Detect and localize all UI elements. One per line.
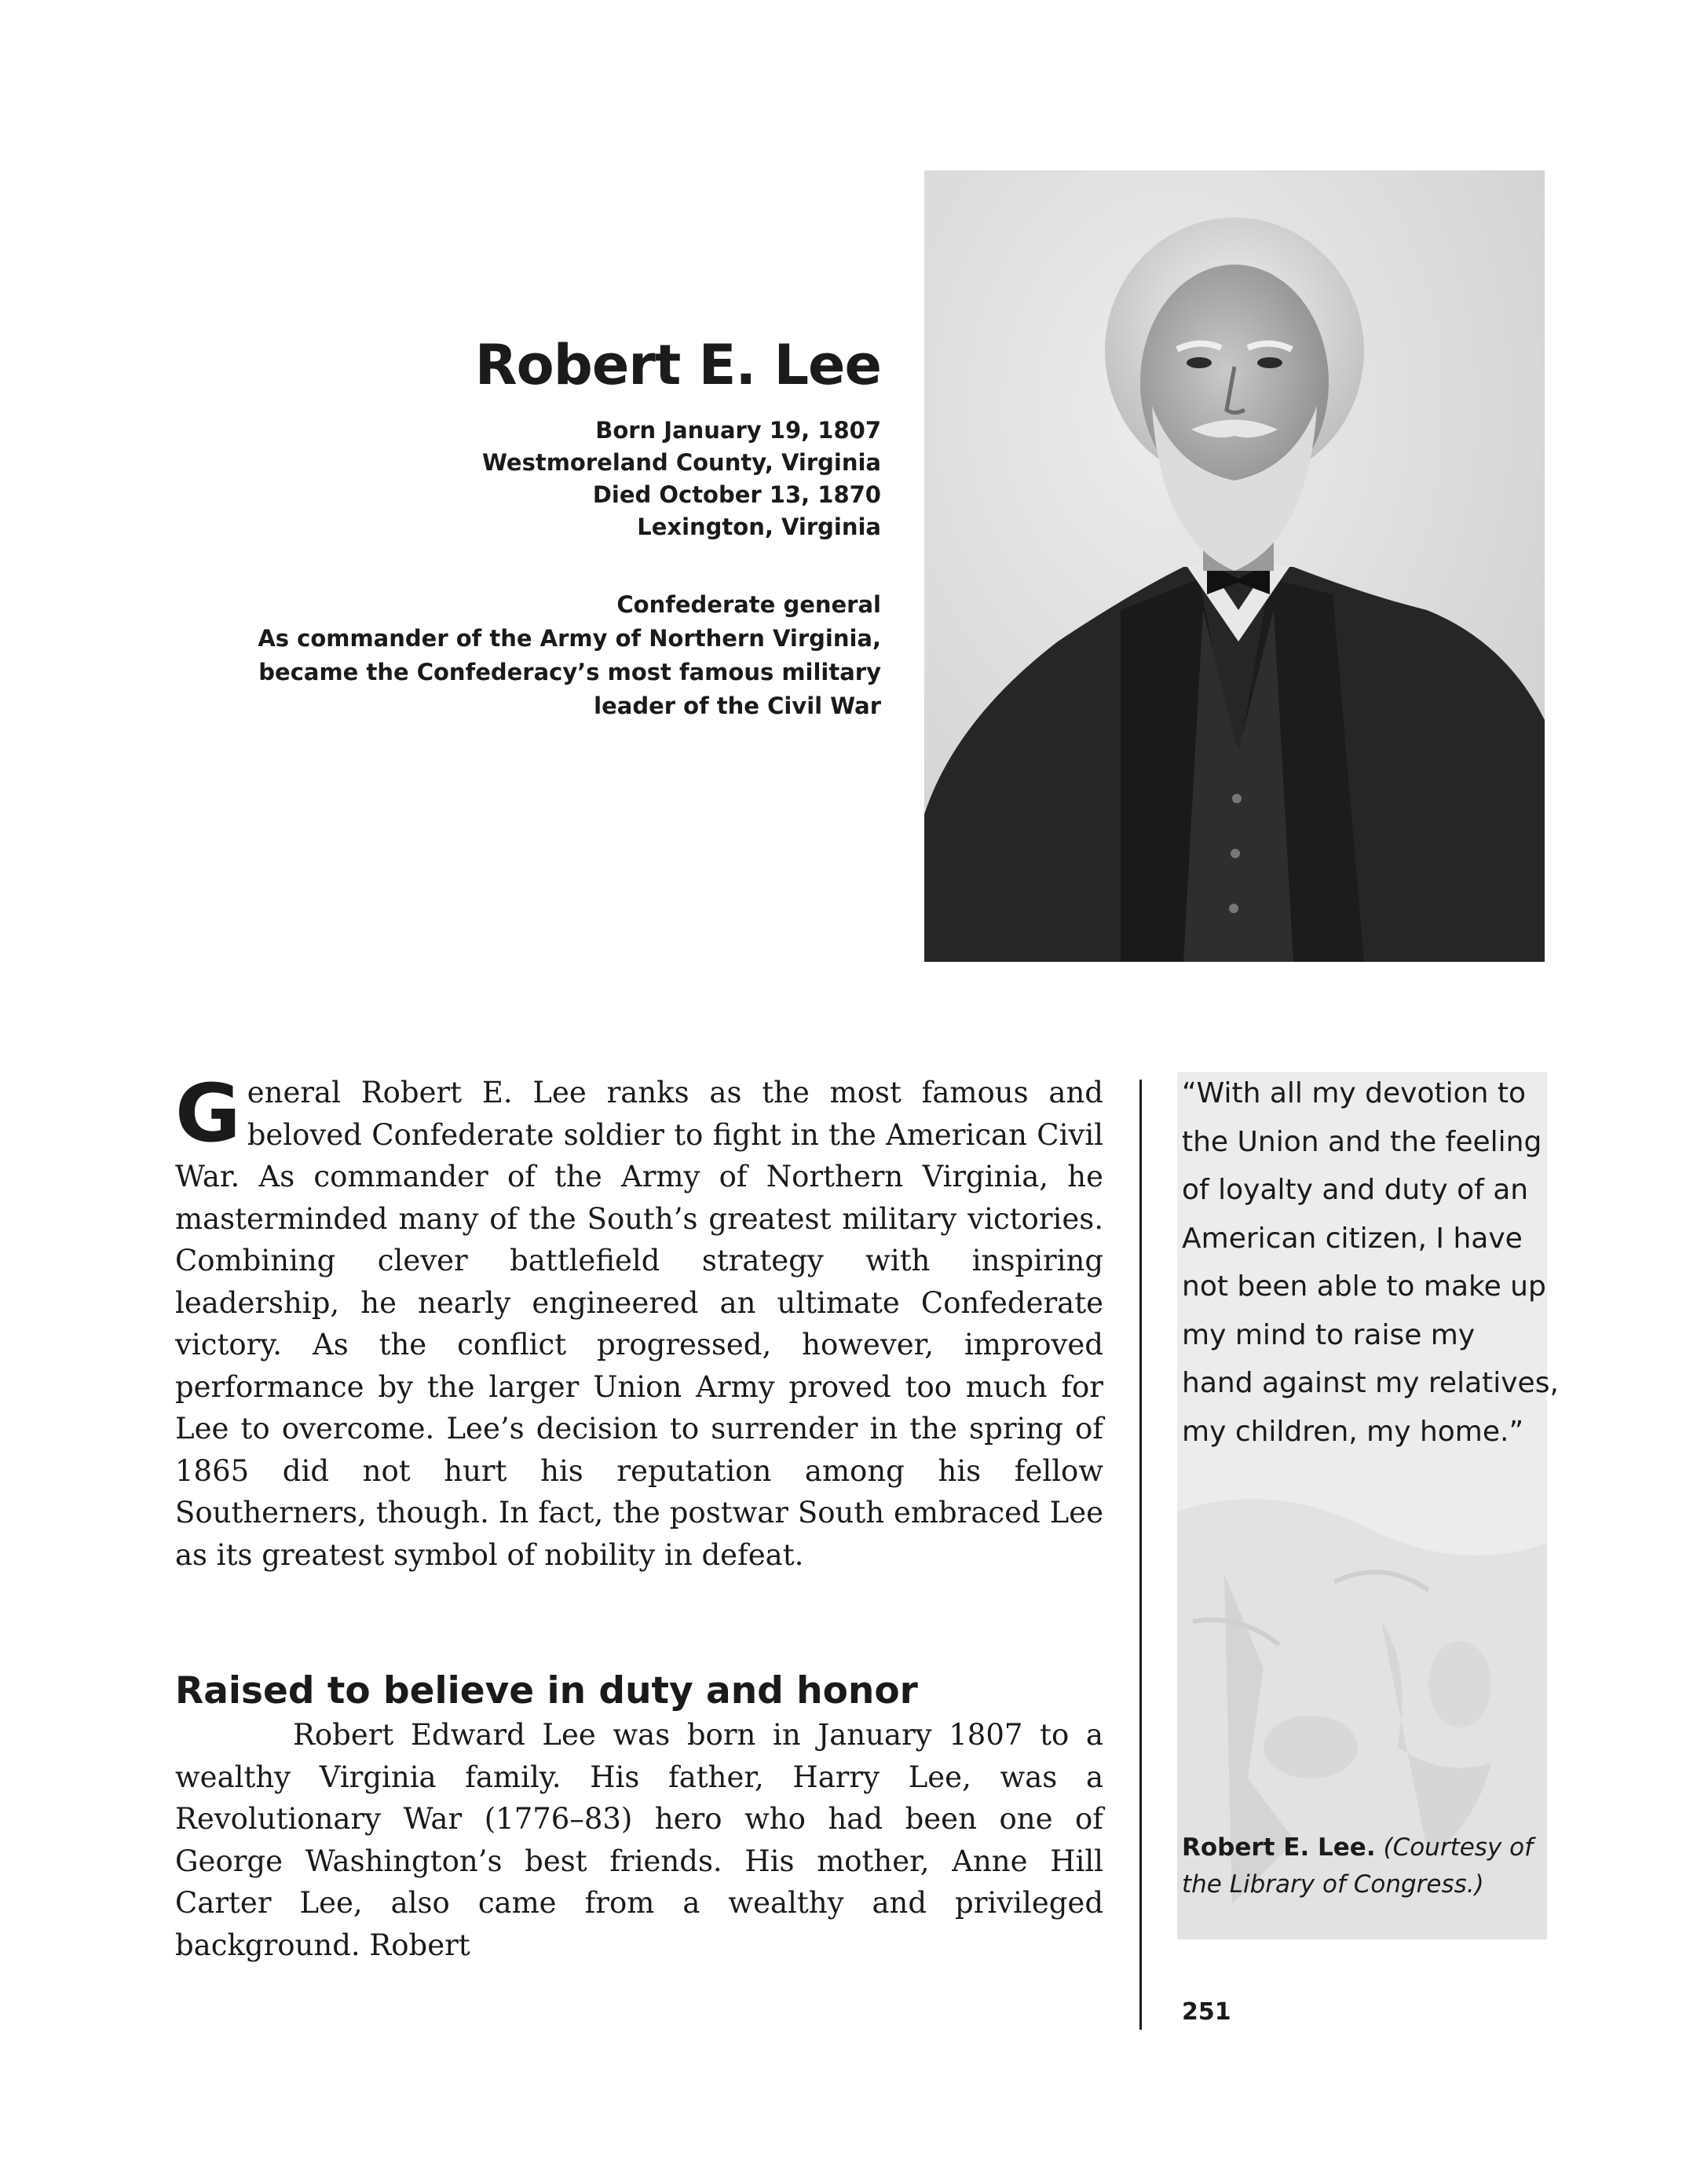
header-block xyxy=(96,330,881,723)
summary-line: became the Confederacy’s most famous military xyxy=(258,659,881,685)
death-date: Died October 13, 1870 xyxy=(592,481,881,508)
main-article xyxy=(175,1067,1103,1966)
death-place: Lexington, Virginia xyxy=(637,514,881,540)
role-title: Confederate general xyxy=(616,591,881,618)
birth-place: Westmoreland County, Virginia xyxy=(481,449,881,476)
birth-date: Born January 19, 1807 xyxy=(595,417,881,444)
quote-line: American citizen, I have xyxy=(1182,1222,1523,1255)
summary-line: As commander of the Army of Northern Virginia, xyxy=(258,625,881,652)
column-divider xyxy=(1139,1080,1142,2030)
intro-paragraph xyxy=(175,1067,1103,1576)
quote-line: not been able to make up xyxy=(1182,1270,1546,1303)
quote-line: hand against my relatives, xyxy=(1182,1367,1559,1399)
quote-line: the Union and the feeling xyxy=(1182,1125,1542,1158)
sidebar-quote xyxy=(1182,1069,1559,1456)
section-heading: Raised to believe in duty and honor xyxy=(175,1669,918,1712)
page-title: Robert E. Lee xyxy=(474,333,881,397)
page-number: 251 xyxy=(1182,1998,1231,2026)
section-paragraph: Robert Edward Lee was born in January 1807 to a wealthy Virginia family. His father, Harry Lee, was a Revolutionary War (1776–83) hero who had been one of George Washington’s best friends. His mother, Anne Hill Carter Lee, also came from a wealthy and privileged background. Robert xyxy=(175,1718,1103,1962)
portrait-photo xyxy=(924,170,1545,962)
life-facts xyxy=(96,415,881,543)
drop-cap: G xyxy=(175,1067,241,1160)
photo-caption xyxy=(1182,1829,1551,1903)
caption-credit: (Courtesy of the Library of Congress.) xyxy=(1182,1833,1534,1899)
summary-line: leader of the Civil War xyxy=(594,693,881,719)
quote-line: of loyalty and duty of an xyxy=(1182,1174,1529,1206)
role-summary xyxy=(96,622,881,723)
caption-name: Robert E. Lee. xyxy=(1182,1833,1376,1862)
quote-line: my mind to raise my xyxy=(1182,1318,1476,1351)
intro-text: eneral Robert E. Lee ranks as the most famous and beloved Confederate soldier to fight in the American Civil War. As commander of the Army of Northern Virginia, he masterminded many of the South’s greatest military victories. Combining clever battlefield strategy with inspiring leadership, he nearly engineered an ultimate Confederate victory. As the conflict progressed, however, improved performance by the larger Union Army proved too much for Lee to overcome. Lee’s decision to surrender in the spring of 1865 did not hurt his reputation among his fellow Southerners, though. In fact, the postwar South embraced Lee as its greatest symbol of nobility in defeat. xyxy=(175,1076,1103,1572)
quote-line: my children, my home.” xyxy=(1182,1415,1524,1448)
quote-line: “With all my devotion to xyxy=(1182,1077,1527,1109)
